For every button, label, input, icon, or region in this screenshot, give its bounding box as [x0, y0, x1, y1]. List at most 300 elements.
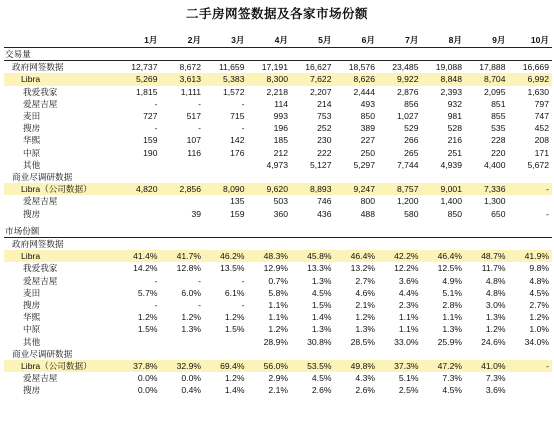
value-cell: 17,888 [479, 62, 506, 73]
value-cell: 488 [360, 208, 375, 219]
empty-cell [204, 225, 248, 238]
value-cell: 37.8% [117, 360, 161, 372]
value-cell: 4.5% [311, 373, 332, 384]
value-cell: 6,992 [509, 73, 553, 85]
row-label: 我爱我家 [23, 263, 58, 274]
value-cell: 16,669 [522, 62, 549, 73]
value-cell: 4,400 [483, 159, 506, 170]
value-cell: 850 [360, 111, 375, 122]
value-cell: 12,737 [131, 62, 158, 73]
highlight-row [4, 73, 552, 85]
highlight-row [4, 250, 552, 262]
value-cell: 436 [317, 208, 332, 219]
value-cell: - [198, 98, 201, 109]
row-label: 其他 [23, 159, 41, 170]
table-row [4, 372, 552, 384]
value-cell [378, 171, 422, 183]
value-cell: 4.5% [311, 287, 332, 298]
row-label: 其他 [23, 336, 41, 347]
value-cell [509, 348, 553, 360]
value-cell: 0.0% [137, 373, 158, 384]
value-cell: 159 [143, 135, 158, 146]
value-cell [117, 336, 161, 348]
value-cell: - [154, 123, 158, 134]
row-label: 我爱我家 [23, 86, 58, 97]
value-cell: 6.0% [181, 287, 201, 298]
table-row [4, 98, 552, 110]
value-cell: 4.8% [485, 287, 506, 298]
group-row [4, 348, 552, 360]
value-cell: 30.8% [307, 336, 332, 347]
empty-cell [465, 48, 509, 61]
value-cell: 753 [317, 111, 332, 122]
value-cell: 1.1% [398, 312, 419, 323]
empty-cell [422, 225, 466, 238]
value-cell: 1.1% [268, 312, 288, 323]
value-cell: 1.0% [529, 324, 549, 335]
empty-cell [509, 225, 553, 238]
value-cell: 16,627 [305, 62, 332, 73]
value-cell: 1.2% [181, 312, 201, 323]
table-row [4, 262, 552, 274]
value-cell: 5.1% [398, 373, 419, 384]
value-cell: 5.7% [137, 287, 158, 298]
value-cell: 41.4% [117, 250, 161, 262]
value-cell: 12.2% [394, 263, 419, 274]
value-cell: 185 [273, 135, 288, 146]
value-cell: 116 [187, 147, 201, 158]
value-cell: - [241, 98, 245, 109]
value-cell: 19,088 [435, 62, 462, 73]
value-cell: 1.2% [529, 312, 549, 323]
value-cell: 171 [534, 147, 549, 158]
value-cell: - [509, 360, 553, 372]
section-header-row [4, 48, 552, 61]
value-cell: 4.5% [442, 385, 462, 396]
group-label: 商业尽调研数据 [12, 172, 73, 183]
value-cell: 580 [404, 208, 419, 219]
value-cell: 135 [230, 196, 245, 207]
value-cell: 1.3% [181, 324, 201, 335]
value-cell: 9.8% [529, 263, 549, 274]
value-cell [335, 348, 379, 360]
empty-cell [291, 48, 335, 61]
value-cell: 12.5% [437, 263, 462, 274]
value-cell: 34.0% [524, 336, 549, 347]
value-cell: 2.9% [268, 373, 288, 384]
value-cell: 981 [447, 111, 462, 122]
value-cell: 4.8% [529, 275, 549, 286]
value-cell: 4.8% [485, 275, 506, 286]
table-row [4, 195, 552, 207]
value-cell: 4.4% [398, 287, 419, 298]
empty-cell [465, 225, 509, 238]
value-cell: 7,744 [396, 159, 419, 170]
value-cell: 855 [491, 111, 506, 122]
row-label: 搜房 [23, 300, 41, 311]
value-cell [509, 372, 553, 384]
value-cell: 528 [447, 123, 462, 134]
row-label: 爱屋吉屋 [23, 373, 58, 384]
group-label: 商业尽调研数据 [12, 348, 73, 359]
value-cell: 1.3% [311, 275, 332, 286]
value-cell: 4,820 [117, 183, 161, 195]
value-cell [117, 195, 161, 207]
group-row [4, 238, 552, 251]
value-cell [465, 238, 509, 251]
table-row [4, 134, 552, 146]
value-cell: 4,973 [266, 159, 288, 170]
value-cell [204, 171, 248, 183]
value-cell: 9,001 [422, 183, 466, 195]
table-row [4, 323, 552, 335]
value-cell: 41.7% [161, 250, 205, 262]
value-cell: 41.0% [465, 360, 509, 372]
value-cell: 1.1% [268, 300, 288, 311]
value-cell: 46.2% [204, 250, 248, 262]
value-cell: 14.2% [133, 263, 158, 274]
value-cell [335, 171, 379, 183]
value-cell: 265 [404, 147, 419, 158]
value-cell: 2,207 [309, 86, 332, 97]
value-cell [291, 238, 335, 251]
value-cell: 2.5% [398, 385, 419, 396]
empty-cell [378, 48, 422, 61]
value-cell: 503 [273, 196, 288, 207]
value-cell: 230 [317, 135, 332, 146]
value-cell: 5,297 [353, 159, 375, 170]
value-cell: 48.3% [248, 250, 292, 262]
month-header: 2月 [161, 33, 205, 48]
row-label: Libra（公司数据） [4, 183, 117, 195]
value-cell: 45.8% [291, 250, 335, 262]
value-cell: 0.4% [181, 385, 201, 396]
table-row [4, 208, 552, 220]
value-cell: 1.3% [355, 324, 375, 335]
value-cell: 1,200 [396, 196, 419, 207]
value-cell: 222 [317, 147, 332, 158]
value-cell: 1,630 [527, 86, 549, 97]
value-cell: 856 [404, 98, 419, 109]
value-cell: 851 [491, 98, 506, 109]
value-cell [161, 336, 205, 348]
value-cell: 4.6% [355, 287, 375, 298]
value-cell: 1.2% [224, 373, 245, 384]
row-label: 爱屋吉屋 [23, 98, 58, 109]
table-row [4, 384, 552, 396]
empty-cell [161, 48, 205, 61]
value-cell: 8,757 [378, 183, 422, 195]
value-cell: 9,620 [248, 183, 292, 195]
row-label: Libra [4, 73, 117, 85]
value-cell: 1.4% [311, 312, 332, 323]
value-cell: 11,659 [218, 62, 245, 73]
table-row [4, 336, 552, 348]
month-header: 5月 [291, 33, 335, 48]
row-label: 华熙 [23, 135, 41, 146]
value-cell: 107 [186, 135, 201, 146]
value-cell: 1,815 [135, 86, 158, 97]
value-cell: 2,218 [266, 86, 288, 97]
table-row [4, 299, 552, 311]
value-cell: 7,622 [291, 73, 335, 85]
value-cell: 0.0% [181, 373, 201, 384]
value-cell: - [154, 300, 158, 311]
row-label: 中原 [23, 147, 41, 158]
value-cell: 5,269 [117, 73, 161, 85]
value-cell: 5.8% [268, 287, 288, 298]
value-cell: 159 [230, 208, 245, 219]
month-header: 7月 [378, 33, 422, 48]
value-cell: 4.9% [442, 275, 462, 286]
value-cell: 227 [360, 135, 375, 146]
value-cell [204, 238, 248, 251]
value-cell: 176 [230, 147, 245, 158]
value-cell: 747 [534, 111, 549, 122]
value-cell: 190 [143, 147, 158, 158]
value-cell: 1,300 [483, 196, 506, 207]
value-cell: 13.3% [307, 263, 332, 274]
month-header: 9月 [465, 33, 509, 48]
value-cell: 746 [317, 196, 332, 207]
value-cell: 13.2% [350, 263, 375, 274]
value-cell: - [241, 123, 245, 134]
value-cell [291, 348, 335, 360]
value-cell: 2.1% [355, 300, 375, 311]
value-cell: 0.0% [137, 385, 158, 396]
row-label: 爱屋吉屋 [23, 275, 58, 286]
value-cell [161, 195, 205, 207]
value-cell [204, 336, 248, 348]
row-label: 搜房 [23, 385, 41, 396]
value-cell [509, 171, 553, 183]
value-cell: 12.8% [176, 263, 201, 274]
value-cell: 535 [491, 123, 506, 134]
value-cell: 650 [491, 208, 506, 219]
value-cell: - [154, 275, 158, 286]
value-cell: 228 [491, 135, 506, 146]
value-cell: 18,576 [348, 62, 375, 73]
value-cell: - [198, 275, 201, 286]
value-cell: 8,704 [465, 73, 509, 85]
page-title: 二手房网签数据及各家市场份额 [185, 6, 368, 21]
table-row [4, 311, 552, 323]
empty-cell [291, 225, 335, 238]
value-cell: 2.1% [268, 385, 288, 396]
row-label: 爱屋吉屋 [23, 196, 58, 207]
header-row [4, 33, 552, 48]
value-cell: 1.3% [311, 324, 332, 335]
value-cell [204, 159, 248, 171]
month-header: 8月 [422, 33, 466, 48]
row-label: 麦田 [23, 111, 41, 122]
value-cell: 214 [317, 98, 332, 109]
value-cell: - [154, 98, 158, 109]
value-cell [161, 238, 205, 251]
empty-cell [335, 225, 379, 238]
value-cell: - [198, 300, 201, 311]
value-cell: 250 [360, 147, 375, 158]
value-cell [117, 238, 161, 251]
value-cell: 1.5% [311, 300, 332, 311]
value-cell: 69.4% [204, 360, 248, 372]
value-cell: 39 [191, 208, 201, 219]
value-cell [465, 348, 509, 360]
value-cell [248, 238, 292, 251]
value-cell: 3.6% [485, 385, 506, 396]
value-cell: 2.6% [355, 385, 375, 396]
value-cell [378, 348, 422, 360]
value-cell: 2,393 [440, 86, 462, 97]
value-cell: 196 [273, 123, 288, 134]
value-cell: 11.7% [481, 263, 506, 274]
value-cell: 1.1% [442, 312, 462, 323]
value-cell: 1.1% [398, 324, 419, 335]
empty-cell [248, 48, 292, 61]
value-cell: 360 [273, 208, 288, 219]
table-row [4, 110, 552, 122]
value-cell: - [241, 300, 245, 311]
value-cell: 993 [273, 111, 288, 122]
value-cell: 5,127 [309, 159, 332, 170]
value-cell: 4.3% [355, 373, 375, 384]
value-cell: 8,672 [179, 62, 201, 73]
value-cell [204, 348, 248, 360]
empty-cell [248, 225, 292, 238]
value-cell: 1.2% [137, 312, 158, 323]
value-cell: 1.5% [137, 324, 158, 335]
value-cell: 2,876 [396, 86, 419, 97]
value-cell: 220 [491, 147, 506, 158]
value-cell: 2.7% [529, 300, 549, 311]
value-cell: 1.4% [224, 385, 245, 396]
section-label: 交易量 [4, 48, 117, 61]
value-cell [465, 171, 509, 183]
value-cell: 5,383 [204, 73, 248, 85]
value-cell: 389 [360, 123, 375, 134]
value-cell: 2.3% [398, 300, 419, 311]
row-label: 麦田 [23, 287, 41, 298]
value-cell: 1.2% [355, 312, 375, 323]
row-label: 搜房 [23, 123, 41, 134]
row-label: 搜房 [23, 208, 41, 219]
value-cell: 24.6% [481, 336, 506, 347]
header-corner [4, 33, 117, 48]
row-label: Libra [4, 250, 117, 262]
value-cell: 49.8% [335, 360, 379, 372]
value-cell: - [546, 208, 549, 219]
value-cell: 41.9% [509, 250, 553, 262]
value-cell: 1.2% [485, 324, 506, 335]
value-cell: 53.5% [291, 360, 335, 372]
value-cell: 4.5% [529, 287, 549, 298]
value-cell [161, 159, 205, 171]
empty-cell [117, 48, 161, 61]
month-header: 4月 [248, 33, 292, 48]
value-cell: 114 [274, 98, 288, 109]
value-cell: 208 [534, 135, 549, 146]
value-cell [509, 238, 553, 251]
group-label: 政府网签数据 [12, 62, 64, 73]
value-cell [161, 171, 205, 183]
value-cell: 2.7% [355, 275, 375, 286]
row-label: 中原 [23, 324, 41, 335]
value-cell: 46.4% [422, 250, 466, 262]
value-cell: 6.1% [224, 287, 245, 298]
value-cell: 1.3% [485, 312, 506, 323]
value-cell: 9,922 [378, 73, 422, 85]
value-cell [335, 238, 379, 251]
value-cell: 8,626 [335, 73, 379, 85]
value-cell: 1.2% [224, 312, 245, 323]
highlight-row [4, 360, 552, 372]
value-cell: 4,939 [440, 159, 462, 170]
value-cell: 800 [360, 196, 375, 207]
value-cell: 17,191 [261, 62, 288, 73]
table-body [4, 48, 552, 397]
value-cell: 13.5% [220, 263, 245, 274]
value-cell: 142 [230, 135, 245, 146]
table-row [4, 275, 552, 287]
value-cell: 8,893 [291, 183, 335, 195]
value-cell: 5.1% [442, 287, 462, 298]
value-cell: 517 [186, 111, 201, 122]
value-cell: 2,856 [161, 183, 205, 195]
value-cell: 493 [360, 98, 375, 109]
value-cell: 42.2% [378, 250, 422, 262]
value-cell [117, 208, 161, 220]
section-header-row [4, 225, 552, 238]
value-cell [291, 171, 335, 183]
table-row [4, 122, 552, 134]
value-cell: 5,672 [527, 159, 549, 170]
value-cell: 3,613 [161, 73, 205, 85]
table-row [4, 86, 552, 98]
value-cell [422, 238, 466, 251]
value-cell: 12.9% [263, 263, 288, 274]
value-cell [422, 348, 466, 360]
value-cell: 212 [273, 147, 288, 158]
value-cell: 1,027 [396, 111, 419, 122]
value-cell: 32.9% [161, 360, 205, 372]
value-cell: 1,572 [222, 86, 245, 97]
row-label: 华熙 [23, 312, 41, 323]
value-cell: 2.6% [311, 385, 332, 396]
value-cell: 7.3% [485, 373, 506, 384]
value-cell: 1.5% [224, 324, 245, 335]
value-cell: 33.0% [394, 336, 419, 347]
value-cell [509, 384, 553, 396]
value-cell: 28.5% [350, 336, 375, 347]
value-cell: 1.3% [442, 324, 462, 335]
value-cell [248, 171, 292, 183]
value-cell: 2,095 [483, 86, 506, 97]
value-cell: 932 [447, 98, 462, 109]
value-cell: 3.0% [485, 300, 506, 311]
value-cell: 850 [447, 208, 462, 219]
value-cell: - [198, 123, 201, 134]
value-cell: 8,848 [422, 73, 466, 85]
group-row [4, 61, 552, 74]
value-cell: 48.7% [465, 250, 509, 262]
data-table [4, 33, 552, 397]
value-cell: 251 [447, 147, 462, 158]
value-cell: 25.9% [437, 336, 462, 347]
empty-cell [204, 48, 248, 61]
value-cell: 7,336 [465, 183, 509, 195]
value-cell: 37.3% [378, 360, 422, 372]
value-cell: - [241, 275, 245, 286]
